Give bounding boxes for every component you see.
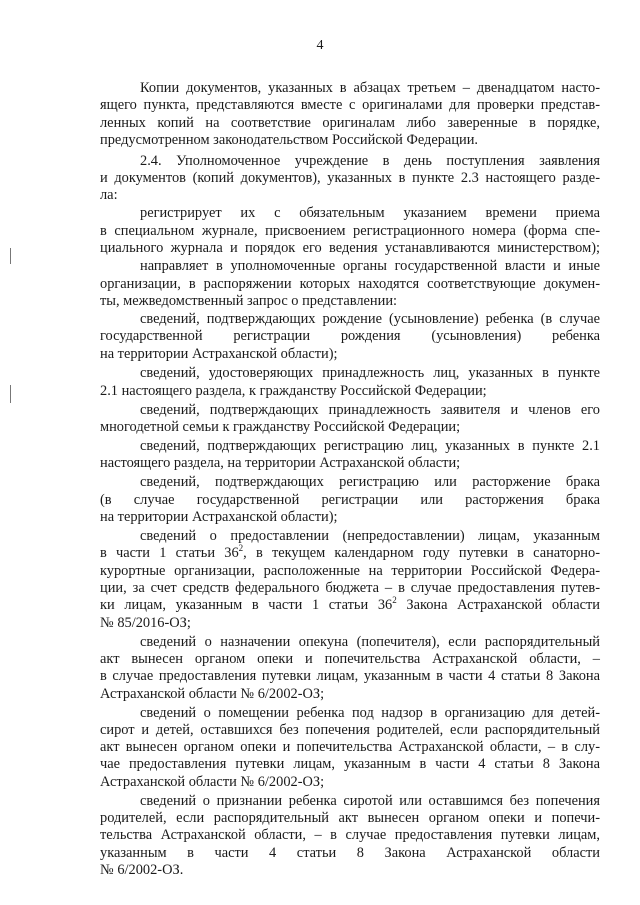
text-line: сведений о помещении ребенка под надзор в организацию для детей- (140, 705, 600, 721)
text-line: сирот и детей, оставшихся без попечения родителей, если распорядительный (100, 722, 600, 738)
text-line: 2.1 настоящего раздела, к гражданству Российской Федерации; (100, 383, 487, 399)
text-line: сведений о предоставлении (непредоставлении) лицам, указанным (140, 528, 600, 544)
text-line: сведений, подтверждающих рождение (усыновление) ребенка (в случае (140, 311, 600, 327)
page-number: 4 (316, 38, 324, 53)
text-fragment: , в текущем календарном году путевки в санаторно- (243, 545, 600, 561)
text-line: ции, за счет средств федерального бюджета – в случае предоставления путев- (100, 580, 600, 596)
text-line: № 85/2016-ОЗ; (100, 615, 191, 631)
text-line: государственной регистрации рождения (усыновления) ребенка (100, 328, 600, 344)
text-line: ящего пункта, представляются вместе с оригиналами для проверки представ- (100, 97, 600, 113)
text-line: направляет в уполномоченные органы государственной власти и иные (140, 258, 600, 274)
text-line: ла: (100, 187, 118, 203)
text-line: организации, в распоряжении которых находятся соответствующие докумен- (100, 276, 600, 292)
superscript: 2 (392, 595, 397, 605)
text-line: на территории Астраханской области); (100, 509, 338, 525)
scan-margin-mark (10, 385, 11, 403)
text-line: в случае предоставления путевки лицам, указанным в части 4 статьи 8 Закона (100, 668, 600, 684)
text-fragment: в части 1 статьи 36 (100, 545, 239, 561)
text-line: указанным в части 4 статьи 8 Закона Астраханской области (100, 845, 600, 861)
text-line (100, 595, 600, 615)
text-line: родителей, если распорядительный акт вынесен органом опеки и попечи- (100, 810, 600, 826)
text-line: Астраханской области № 6/2002-ОЗ; (100, 686, 325, 702)
text-line: Копии документов, указанных в абзацах третьем – двенадцатом насто- (140, 80, 600, 96)
text-line: ленных копий на соответствие оригиналам либо заверенные в порядке, (100, 115, 600, 131)
text-line: в специальном журнале, присвоением регистрационного номера (форма спе- (100, 223, 600, 239)
text-line: тельства Астраханской области, – в случае предоставления путевки лицам, (100, 827, 600, 843)
text-line: предусмотренном законодательством Российской Федерации. (100, 132, 479, 148)
text-line: Астраханской области № 6/2002-ОЗ; (100, 774, 325, 790)
text-line: регистрирует их с обязательным указанием времени приема (140, 205, 600, 221)
text-fragment: ки лицам, указанным в части 1 статьи 36 (100, 597, 393, 613)
text-line: акт вынесен органом опеки и попечительства Астраханской области, – (100, 651, 600, 667)
text-line (100, 543, 600, 563)
text-line: сведений о назначении опекуна (попечителя), если распорядительный (140, 634, 600, 650)
text-line: сведений, подтверждающих регистрацию лиц, указанных в пункте 2.1 (140, 438, 600, 454)
text-line: (в случае государственной регистрации или расторжения брака (100, 492, 600, 508)
text-line: чае предоставления путевки лицам, указанным в части 4 статьи 8 Закона (100, 756, 600, 772)
text-line: курортные организации, расположенные на территории Российской Федера- (100, 563, 600, 579)
text-fragment: Закона Астраханской области (396, 597, 600, 613)
text-line: 2.4. Уполномоченное учреждение в день поступления заявления (140, 153, 600, 169)
text-line: многодетной семьи к гражданству Российской Федерации; (100, 419, 461, 435)
text-line: сведений, подтверждающих принадлежность заявителя и членов его (140, 402, 600, 418)
text-line: на территории Астраханской области); (100, 346, 338, 362)
text-line: акт вынесен органом опеки и попечительства Астраханской области, – в слу- (100, 739, 600, 755)
text-line: сведений, удостоверяющих принадлежность лиц, указанных в пункте (140, 365, 600, 381)
text-line: настоящего раздела, на территории Астраханской области; (100, 455, 461, 471)
superscript: 2 (238, 543, 244, 553)
text-line: циального журнала и порядок его ведения устанавливаются министерством); (100, 240, 600, 256)
text-line: сведений о признании ребенка сиротой или оставшимся без попечения (140, 793, 600, 809)
text-line: ты, межведомственный запрос о представлении: (100, 293, 398, 309)
text-line: № 6/2002-ОЗ. (100, 862, 184, 878)
text-line: сведений, подтверждающих регистрацию или расторжение брака (140, 474, 600, 490)
scan-margin-mark (10, 248, 11, 264)
text-line: и документов (копий документов), указанных в пункте 2.3 настоящего разде- (100, 170, 600, 186)
